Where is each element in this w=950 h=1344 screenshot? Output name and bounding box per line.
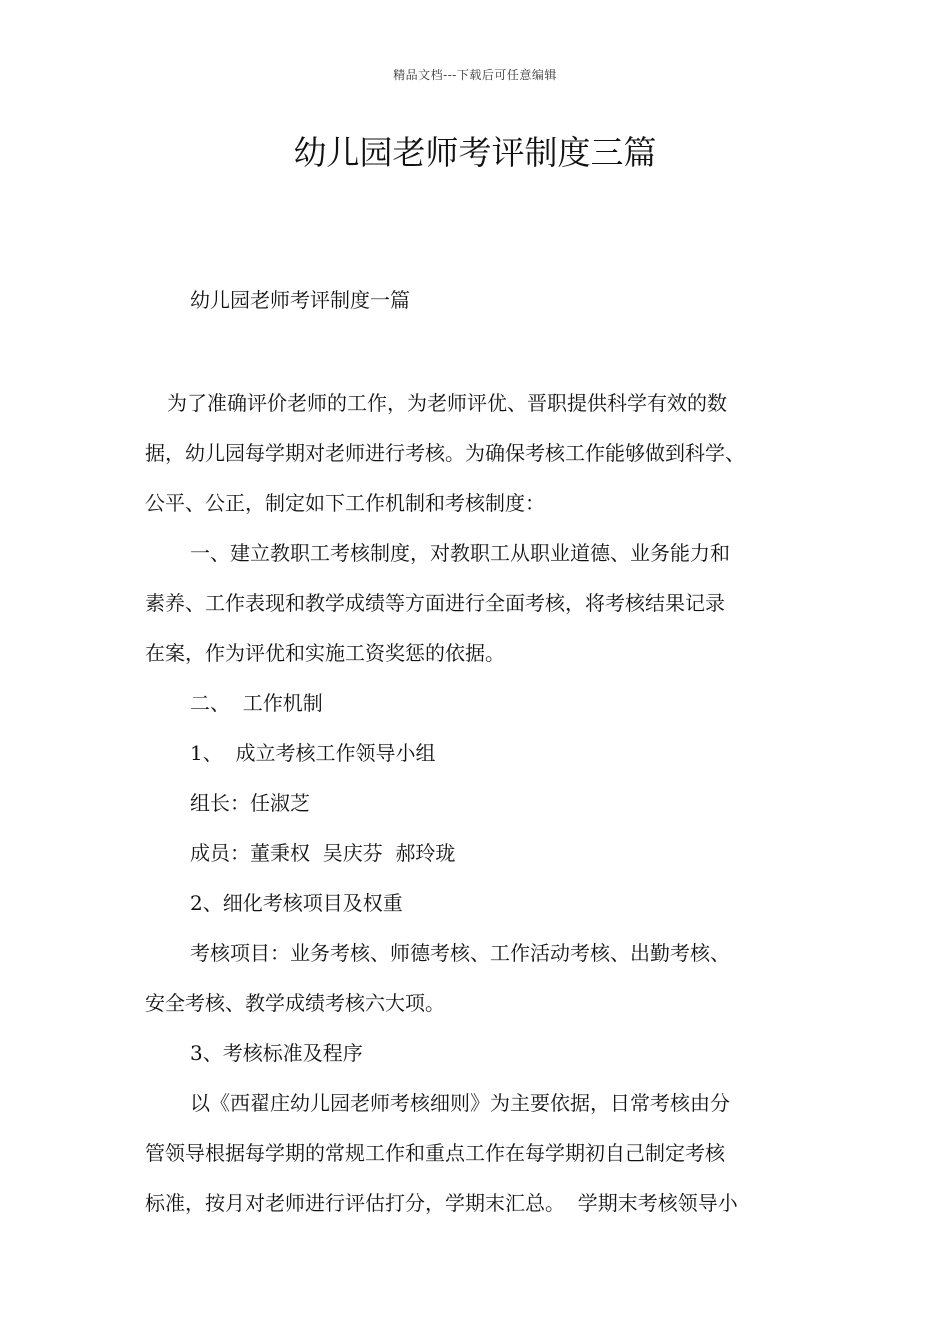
document-title: 幼儿园老师考评制度三篇 xyxy=(293,133,657,172)
paragraph-line: 组长：任淑芝 xyxy=(190,791,310,815)
paragraph-line: 一、建立教职工考核制度，对教职工从职业道德、业务能力和 xyxy=(190,541,730,565)
paragraph-line: 据，幼儿园每学期对老师进行考核。为确保考核工作能够做到科学、 xyxy=(145,441,745,465)
section-title: 幼儿园老师考评制度一篇 xyxy=(190,288,410,312)
paragraph-line: 素养、工作表现和教学成绩等方面进行全面考核，将考核结果记录 xyxy=(145,591,725,615)
paragraph-line: 在案，作为评优和实施工资奖惩的依据。 xyxy=(145,641,505,665)
paragraph-line: 标准，按月对老师进行评估打分，学期末汇总。 学期末考核领导小 xyxy=(145,1191,738,1215)
paragraph-line: 成员：董秉权 吴庆芬 郝玲珑 xyxy=(190,841,456,865)
paragraph-line: 以《西翟庄幼儿园老师考核细则》为主要依据，日常考核由分 xyxy=(190,1091,730,1115)
header-note: 精品文档---下载后可任意编辑 xyxy=(393,68,557,82)
paragraph-line: 2、细化考核项目及权重 xyxy=(190,891,403,915)
paragraph-line: 二、 工作机制 xyxy=(190,691,323,715)
paragraph-line: 考核项目：业务考核、师德考核、工作活动考核、出勤考核、 xyxy=(190,941,730,965)
paragraph-line: 3、考核标准及程序 xyxy=(190,1041,363,1065)
paragraph-line: 1、 成立考核工作领导小组 xyxy=(190,741,436,765)
paragraph-line: 公平、公正，制定如下工作机制和考核制度： xyxy=(145,491,545,515)
paragraph-line: 安全考核、教学成绩考核六大项。 xyxy=(145,991,445,1015)
document-body xyxy=(145,378,810,1228)
paragraph-line: 管领导根据每学期的常规工作和重点工作在每学期初自己制定考核 xyxy=(145,1141,725,1165)
paragraph-line: 为了准确评价老师的工作，为老师评优、晋职提供科学有效的数 xyxy=(167,391,727,415)
